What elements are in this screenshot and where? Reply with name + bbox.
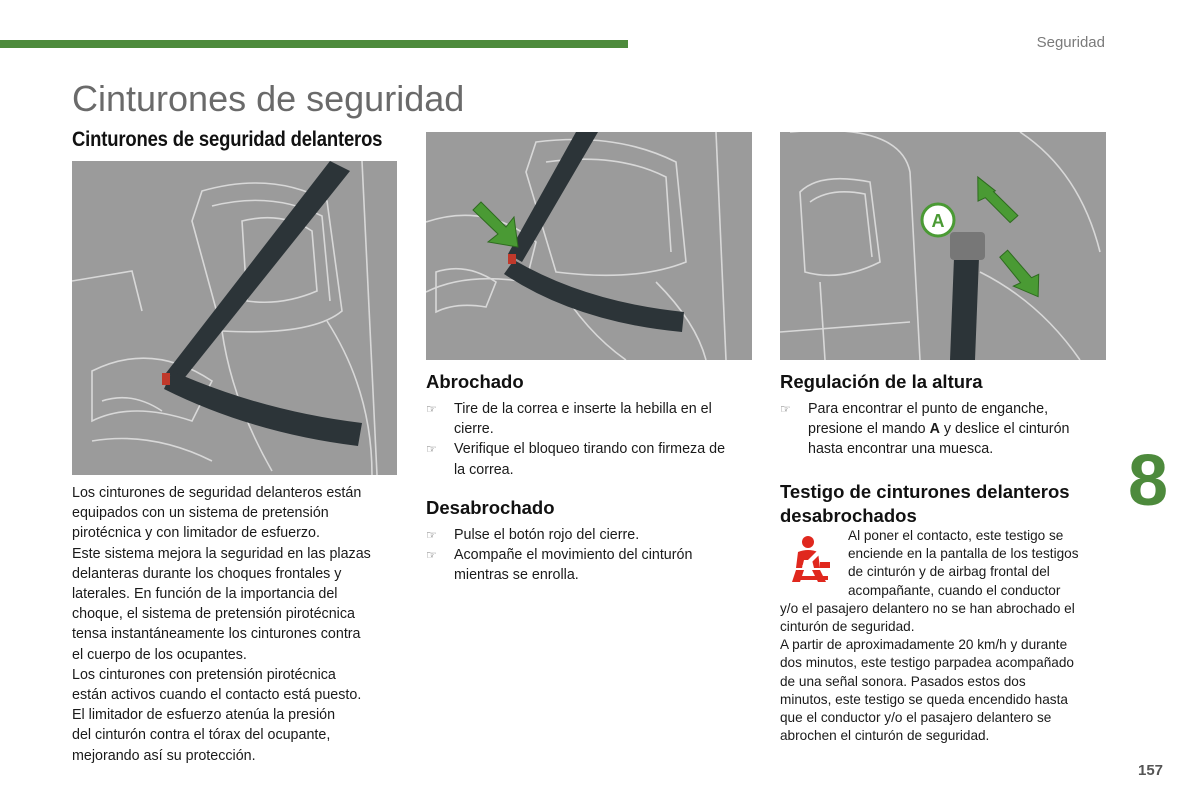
intro-line: del cinturón contra el tórax del ocupante, [72, 727, 331, 744]
list-item: ☞ Acompañe el movimiento del cinturón mientras se enrolla. [426, 547, 693, 584]
heading-desabrochado: Desabrochado [426, 497, 555, 518]
section-subtitle: Cinturones de seguridad delanteros [72, 128, 383, 151]
intro-line: equipados con un sistema de pretensión [72, 505, 329, 522]
intro-line: choque, el sistema de pretensión pirotécnica [72, 606, 355, 623]
height-adjustment-illustration [780, 132, 1106, 360]
list-item: ☞ Pulse el botón rojo del cierre. [426, 525, 756, 545]
intro-line: tensa instantáneamente los cinturones contra [72, 626, 361, 643]
list-item: ☞ Verifique el bloqueo tirando con firmeza de la correa. [426, 441, 726, 478]
page-number: 157 [1138, 762, 1164, 779]
heading-testigo: Testigo de cinturones delanteros desabrochados [780, 481, 1070, 526]
section-label: Seguridad [1036, 34, 1105, 51]
buckling-illustration [426, 132, 752, 360]
label-A: A [931, 211, 945, 231]
abrochado-list [426, 399, 756, 480]
intro-line: están activos cuando el contacto está puesto. [72, 687, 362, 704]
chapter-number: 8 [1128, 441, 1169, 521]
heading-regulacion: Regulación de la altura [780, 371, 983, 392]
pointing-hand-icon: ☞ [426, 528, 437, 542]
testigo-text: Al poner el contacto, este testigo se enciende en la pantalla de los testigos de cinturón y de airbag frontal del acompañante, cuando el conductor y/o el pasajero delantero no se han abrochado el cinturón de seguridad. A partir de aproximadamente 20 km/h y durante dos minutos, este testigo parpadea acompañado de una señal sonora. Pasados estos dos minutos, este testigo se queda encendido hasta que el conductor y/o el pasajero delantero se abrochen el cinturón de seguridad. [780, 528, 1079, 744]
header-accent-bar [0, 40, 628, 48]
intro-line: laterales. En función de la importancia del [72, 586, 338, 603]
pointing-hand-icon: ☞ [780, 402, 791, 416]
intro-line: mejorando así su protección. [72, 747, 256, 764]
regulacion-list [780, 399, 1110, 460]
intro-line: Este sistema mejora la seguridad en las plazas [72, 545, 371, 562]
pointing-hand-icon: ☞ [426, 548, 437, 563]
intro-line: Los cinturones con pretensión pirotécnica [72, 666, 336, 683]
list-item: ☞ Tire de la correa e inserte la hebilla en el cierre. [426, 401, 712, 438]
pointing-hand-icon: ☞ [426, 402, 437, 416]
intro-line: el cuerpo de los ocupantes. [72, 646, 247, 663]
front-seatbelt-illustration [72, 161, 397, 475]
heading-abrochado: Abrochado [426, 371, 524, 392]
intro-line: delanteras durante los choques frontales y [72, 565, 342, 582]
desabrochado-list [426, 525, 756, 586]
page-title: Cinturones de seguridad [72, 78, 465, 119]
intro-line: Los cinturones de seguridad delanteros están [72, 485, 362, 501]
intro-text [72, 483, 402, 766]
pointing-hand-icon: ☞ [426, 442, 437, 457]
list-item: ☞ Para encontrar el punto de enganche, presione el mando A y deslice el cinturón hasta encontrar una muesca. [780, 401, 1070, 458]
intro-line: El limitador de esfuerzo atenúa la presión [72, 707, 336, 724]
intro-line: pirotécnica y con limitador de esfuerzo. [72, 525, 320, 542]
